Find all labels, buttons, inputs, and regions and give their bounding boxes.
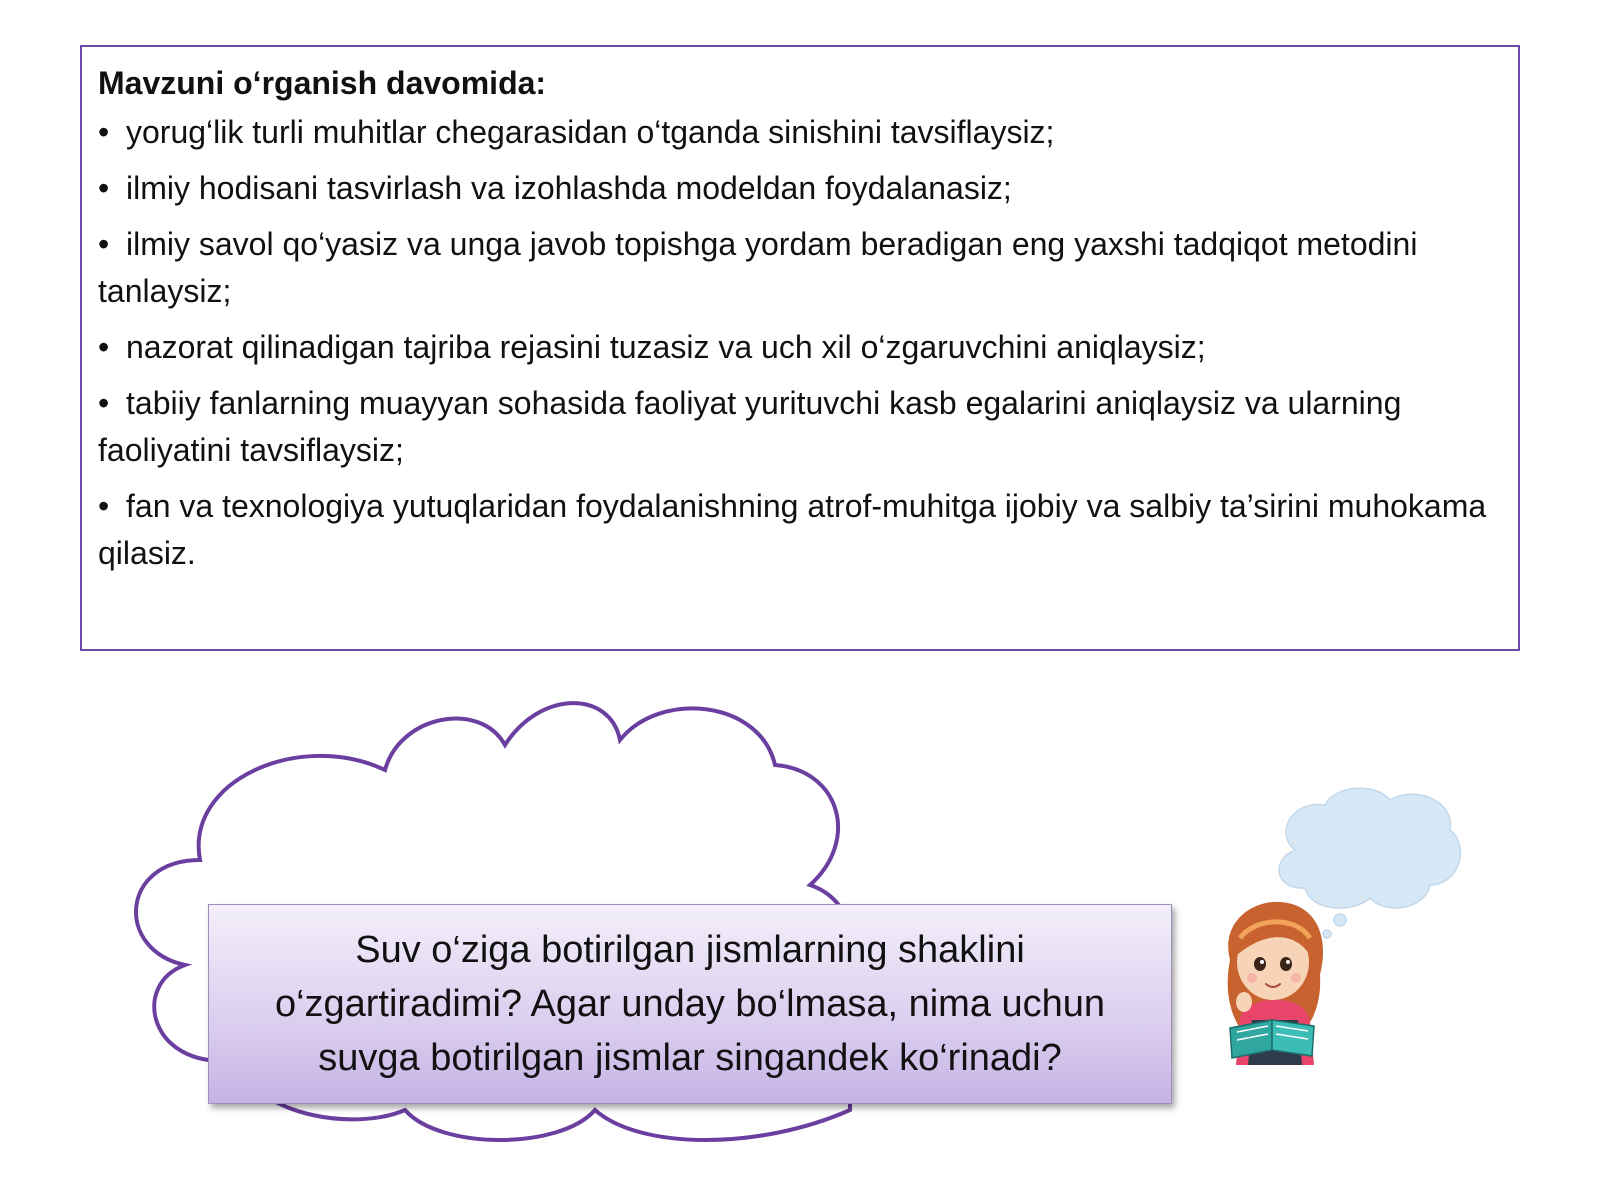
objectives-title: Mavzuni o‘rganish davomida: — [98, 65, 547, 101]
objective-item: • yorug‘lik turli muhitlar chegarasidan o‘tganda sinishini tavsiflaysiz; — [98, 109, 1504, 156]
bullet: • — [98, 385, 110, 421]
question-box — [208, 904, 1172, 1104]
question-text: Suv o‘ziga botirilgan jismlarning shaklini o‘zgartiradimi? Agar unday bo‘lmasa, nima uchun suvga botirilgan jismlar singandek ko‘rinadi? — [274, 929, 1106, 1079]
bullet: • — [98, 488, 110, 524]
objective-item: • ilmiy hodisani tasvirlash va izohlashda modeldan foydalanasiz; — [98, 165, 1504, 212]
objective-item: • tabiiy fanlarning muayyan sohasida faoliyat yurituvchi kasb egalarini aniqlaysiz va ularning faoliyatini tavsiflaysiz; — [98, 380, 1504, 474]
objective-item: • fan va texnologiya yutuqlaridan foydalanishning atrof-muhitga ijobiy va salbiy ta’sirini muhokama qilasiz. — [98, 483, 1504, 577]
bullet: • — [98, 226, 110, 262]
girl-reading-icon — [1210, 900, 1340, 1070]
bullet: • — [98, 329, 110, 365]
objective-item: • ilmiy savol qo‘yasiz va unga javob topishga yordam beradigan eng yaxshi tadqiqot metodini tanlaysiz; — [98, 221, 1504, 315]
bullet: • — [98, 114, 110, 150]
bullet: • — [98, 170, 110, 206]
objective-item: • nazorat qilinadigan tajriba rejasini tuzasiz va uch xil o‘zgaruvchini aniqlaysiz; — [98, 324, 1504, 371]
